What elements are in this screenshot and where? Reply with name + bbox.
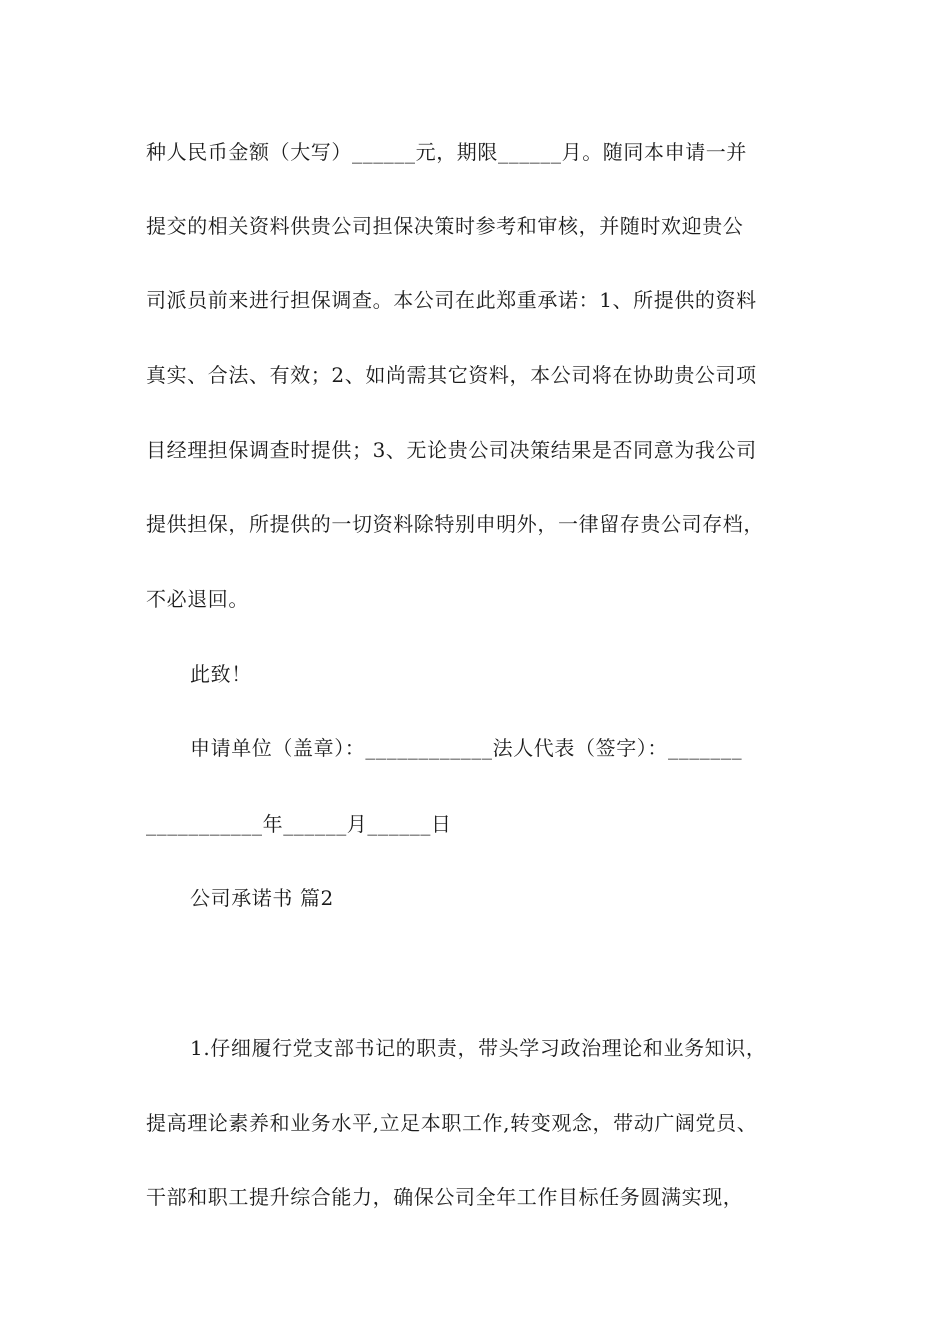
paragraph-line: 干部和职工提升综合能力，确保公司全年工作目标任务圆满实现， bbox=[146, 1185, 744, 1209]
paragraph-line: 提供担保，所提供的一切资料除特别申明外，一律留存贵公司存档， bbox=[146, 512, 764, 536]
paragraph-line: 司派员前来进行担保调查。本公司在此郑重承诺：1、所提供的资料 bbox=[146, 288, 757, 312]
paragraph-line: 不必退回。 bbox=[146, 587, 249, 611]
paragraph-line: 种人民币金额（大写）______元，期限______月。随同本申请一并 bbox=[146, 140, 747, 164]
date-line: ___________年______月______日 bbox=[146, 812, 452, 836]
signature-line: 申请单位（盖章）：____________法人代表（签字）：_______ bbox=[190, 736, 743, 760]
paragraph-line: 提交的相关资料供贵公司担保决策时参考和审核，并随时欢迎贵公 bbox=[146, 214, 744, 238]
paragraph-line: 目经理担保调查时提供；3、无论贵公司决策结果是否同意为我公司 bbox=[146, 438, 757, 462]
section-title: 公司承诺书 篇2 bbox=[190, 886, 334, 910]
paragraph-line: 真实、合法、有效；2、如尚需其它资料，本公司将在协助贵公司项 bbox=[146, 363, 757, 387]
paragraph-line: 1.仔细履行党支部书记的职责，带头学习政治理论和业务知识， bbox=[190, 1036, 767, 1060]
paragraph-line: 提高理论素养和业务水平,立足本职工作,转变观念，带动广阔党员、 bbox=[146, 1111, 758, 1135]
closing-salutation: 此致！ bbox=[190, 662, 252, 686]
